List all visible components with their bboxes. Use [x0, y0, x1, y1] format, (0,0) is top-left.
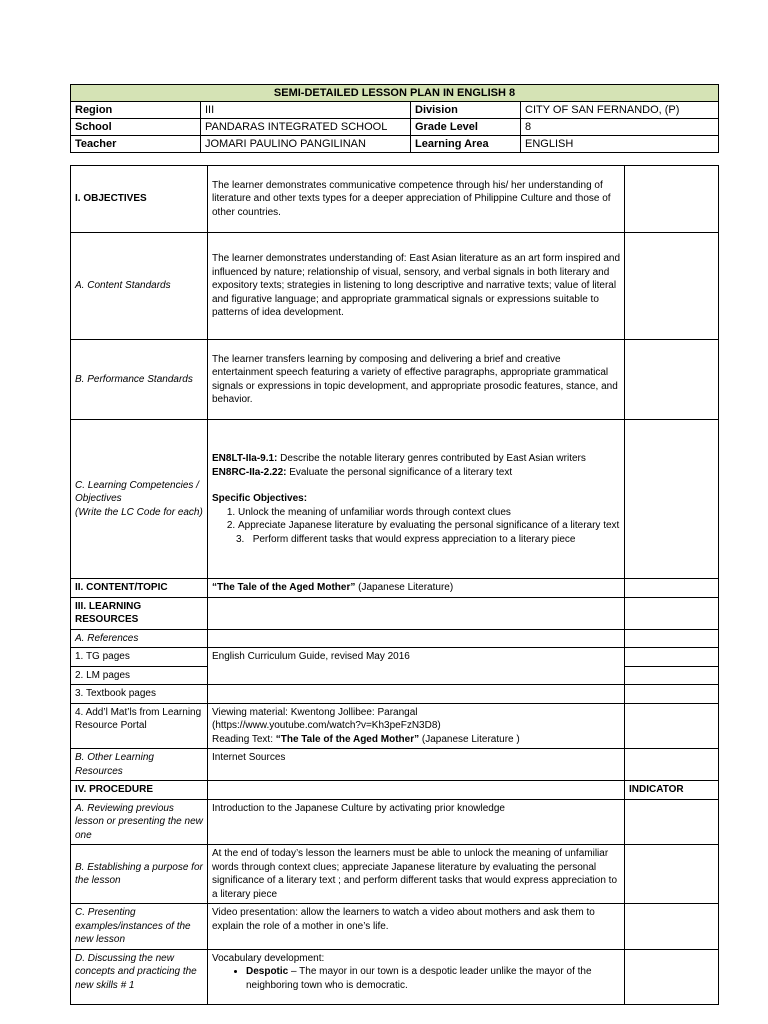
- content-topic-text: [208, 579, 625, 598]
- header-table: [70, 84, 719, 153]
- discussing-text: [208, 949, 625, 1004]
- list-number: 3.: [236, 533, 245, 545]
- additional-materials-value: [208, 703, 625, 749]
- video-url: (https://www.youtube.com/watch?v=Kh3peFzN3D8): [212, 720, 441, 731]
- indicator-cell: [625, 845, 719, 904]
- specific-objectives-label: Specific Objectives:: [212, 493, 308, 504]
- textbook-pages-label: 3. Textbook pages: [71, 685, 208, 704]
- vocab-text: – The mayor in our town is a despotic leader unlike the mayor of the neighboring town who is democratic.: [246, 966, 592, 991]
- content-standards-label: A. Content Standards: [71, 233, 208, 340]
- reading-title: “The Tale of the Aged Mother”: [275, 733, 420, 745]
- indicator-cell: [625, 749, 719, 781]
- grade-value: 8: [521, 119, 719, 136]
- other-resources-value: Internet Sources: [208, 749, 625, 781]
- school-label: School: [71, 119, 201, 136]
- performance-standards-label: B. Performance Standards: [71, 340, 208, 420]
- list-item: [212, 533, 620, 547]
- lc-item: [212, 466, 620, 480]
- document-title: SEMI-DETAILED LESSON PLAN IN ENGLISH 8: [71, 85, 719, 102]
- competencies-label: C. Learning Competencies / Objectives: [75, 479, 199, 505]
- lc-text: Evaluate the personal significance of a literary text: [286, 466, 513, 478]
- indicator-cell: [625, 904, 719, 950]
- indicator-cell: [625, 949, 719, 1004]
- additional-materials-label: 4. Add’l Mat’ls from Learning Resource Portal: [71, 703, 208, 749]
- table-row: [71, 904, 719, 950]
- purpose-text: At the end of today’s lesson the learners must be able to unlock the meaning of unfamiliar words through context clues; appreciate Japanese literature by evaluating the personal significance of a literary text ; and perform different tasks that would express appreciation to a literary piece: [208, 845, 625, 904]
- indicator-cell: [625, 685, 719, 704]
- presenting-text: Video presentation: allow the learners to watch a video about mothers and ask them to explain the role of a mother in one’s life.: [208, 904, 625, 950]
- table-row: [71, 340, 719, 420]
- region-value: III: [201, 102, 411, 119]
- objectives-label: I. OBJECTIVES: [71, 166, 208, 233]
- indicator-cell: [625, 703, 719, 749]
- division-label: Division: [411, 102, 521, 119]
- competencies-cell: [71, 420, 208, 579]
- procedure-cell: [208, 781, 625, 800]
- indicator-header: INDICATOR: [625, 781, 719, 800]
- reading-text: [212, 733, 620, 747]
- textbook-pages-value: [208, 685, 625, 704]
- region-label: Region: [71, 102, 201, 119]
- table-row: [71, 781, 719, 800]
- grade-label: Grade Level: [411, 119, 521, 136]
- performance-standards-text: The learner transfers learning by composing and delivering a brief and creative entertainment speech featuring a variety of effective paragraphs, appropriate grammatical signals or expressions in topic development, and appropriate prosodic features, stance, and behavior.: [208, 340, 625, 420]
- teacher-value: JOMARI PAULINO PANGILINAN: [201, 136, 411, 153]
- list-item: 1. Unlock the meaning of unfamiliar words through context clues: [238, 506, 620, 520]
- reviewing-label: A. Reviewing previous lesson or presenting the new one: [71, 799, 208, 845]
- table-row: [71, 420, 719, 579]
- indicator-cell: [625, 420, 719, 579]
- purpose-label: B. Establishing a purpose for the lesson: [71, 845, 208, 904]
- indicator-cell: [625, 597, 719, 629]
- lm-pages-label: 2. LM pages: [71, 666, 208, 685]
- division-value: CITY OF SAN FERNANDO, (P): [521, 102, 719, 119]
- reviewing-text: Introduction to the Japanese Culture by activating prior knowledge: [208, 799, 625, 845]
- other-resources-label: B. Other Learning Resources: [71, 749, 208, 781]
- competencies-note: (Write the LC Code for each): [75, 506, 203, 518]
- indicator-cell: [625, 340, 719, 420]
- table-row: [71, 703, 719, 749]
- resources-label: III. LEARNING RESOURCES: [71, 597, 208, 629]
- list-item: [246, 965, 620, 992]
- topic-sub: (Japanese Literature): [355, 582, 454, 593]
- indicator-cell: [625, 799, 719, 845]
- discussing-label: D. Discussing the new concepts and practicing the new skills # 1: [71, 949, 208, 1004]
- vocabulary-intro: Vocabulary development:: [212, 952, 325, 964]
- indicator-cell: [625, 629, 719, 648]
- lesson-plan-table: [70, 165, 719, 1005]
- competencies-text: [208, 420, 625, 579]
- resources-cell: [208, 597, 625, 629]
- indicator-cell: [625, 233, 719, 340]
- table-row: [71, 799, 719, 845]
- tg-pages-label: 1. TG pages: [71, 648, 208, 667]
- table-row: [71, 166, 719, 233]
- content-standards-text: The learner demonstrates understanding of: East Asian literature as an art form inspired and influenced by nature; relationship of visual, sensory, and verbal signals in both literary and expository texts; strategies in listening to long descriptive and narrative texts; value of literal and figurative language; and appropriate grammatical signals or expressions suitable to patterns of idea development.: [208, 233, 625, 340]
- indicator-cell: [625, 648, 719, 667]
- list-text: Perform different tasks that would express appreciation to a literary piece: [252, 533, 576, 545]
- reading-prefix: Reading Text:: [212, 733, 276, 745]
- school-value: PANDARAS INTEGRATED SCHOOL: [201, 119, 411, 136]
- indicator-cell: [625, 666, 719, 685]
- vocabulary-list: [212, 965, 620, 992]
- indicator-cell: [625, 166, 719, 233]
- content-topic-label: II. CONTENT/TOPIC: [71, 579, 208, 598]
- table-row: [71, 685, 719, 704]
- table-row: [71, 648, 719, 667]
- table-row: [71, 233, 719, 340]
- viewing-material: Viewing material: Kwentong Jollibee: Parangal: [212, 706, 418, 718]
- topic-title: “The Tale of the Aged Mother”: [212, 582, 356, 593]
- table-row: [71, 579, 719, 598]
- table-row: [71, 949, 719, 1004]
- teacher-label: Teacher: [71, 136, 201, 153]
- references-cell: [208, 629, 625, 648]
- area-value: ENGLISH: [521, 136, 719, 153]
- references-label: A. References: [71, 629, 208, 648]
- specific-objectives-list: [212, 506, 620, 533]
- tg-pages-value: English Curriculum Guide, revised May 2016: [208, 648, 625, 685]
- procedure-label: IV. PROCEDURE: [71, 781, 208, 800]
- lc-code: EN8LT-IIa-9.1:: [212, 453, 278, 464]
- area-label: Learning Area: [411, 136, 521, 153]
- table-row: [71, 629, 719, 648]
- vocab-word: Despotic: [246, 966, 289, 977]
- objectives-text: The learner demonstrates communicative competence through his/ her understanding of literature and other texts types for a deeper appreciation of Philippine Culture and those of other countries.: [208, 166, 625, 233]
- table-row: [71, 597, 719, 629]
- table-row: [71, 845, 719, 904]
- list-item: 2. Appreciate Japanese literature by evaluating the personal significance of a literary text: [238, 519, 620, 533]
- lc-text: Describe the notable literary genres contributed by East Asian writers: [277, 453, 586, 464]
- indicator-cell: [625, 579, 719, 598]
- table-row: [71, 749, 719, 781]
- reading-suffix: (Japanese Literature ): [419, 733, 520, 745]
- presenting-label: C. Presenting examples/instances of the new lesson: [71, 904, 208, 950]
- lc-item: [212, 452, 620, 466]
- lc-code: EN8RC-IIa-2.22:: [212, 466, 287, 478]
